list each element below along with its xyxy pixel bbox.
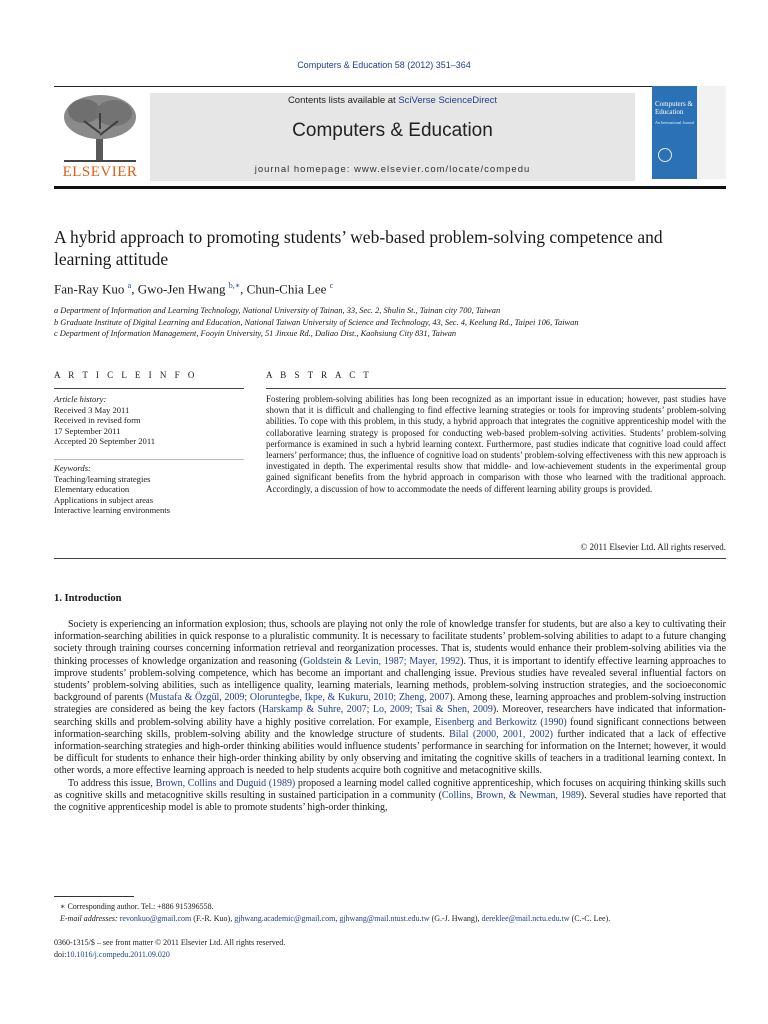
keyword-item: Elementary education (54, 484, 130, 495)
article-info-heading: A R T I C L E I N F O (54, 370, 198, 380)
keywords-label: Keywords: (54, 463, 91, 473)
keyword-item: Interactive learning environments (54, 505, 170, 516)
affiliation-item: b Graduate Institute of Digital Learning and Education, National Taiwan University of Science and Technology, 43, Sec. 4, Keelung Rd., Taipei 106, Taiwan (54, 317, 579, 327)
email-addresses (60, 913, 720, 925)
citation-link[interactable]: Mustafa & Özgül, 2009; Oloruntegbe, Ikpe, & Kukuru, 2010; Zheng, 2007 (149, 692, 450, 704)
citation-link[interactable]: Bilal (2000, 2001, 2002) (449, 728, 553, 740)
author-affiliation-mark[interactable]: c (329, 281, 334, 290)
history-item: Received in revised form (54, 415, 141, 426)
body-text: Society is experiencing an information explosion; thus, schools are playing not only the role of knowledge transfer for students, but are also a key to cultivating their information-searching abilities in quick response to a pluralistic community. It is necessary to facilitate students’ problem-solving abilities to adapt to a future changing society through training courses concerning information retrieval and reorganization processes. That is, students would enhance their problem-solving abilities via the thinking processes of knowledge organization and reasoning ( (54, 619, 726, 667)
body-text: proposed a learning model called cognitive apprenticeship, which focuses on acquiring thinking skills such as cognitive skills and metacognitive skills resulting in sustained participation in a community ( (54, 777, 726, 801)
elsevier-logo (54, 93, 146, 181)
article-title: A hybrid approach to promoting students’ web-based problem-solving competence and learning attitude (54, 227, 663, 269)
affiliation-item: a Department of Information and Learning Technology, National University of Tainan, 33, Sec. 2, Shulin St., Tainan city 700, Taiwan (54, 306, 501, 315)
footnote-rule (54, 896, 134, 897)
citation-link[interactable]: Brown, Collins and Duguid (1989) (155, 777, 296, 789)
cover-panel (652, 86, 697, 179)
email-link[interactable]: gjhwang@mail.ntust.edu.tw (339, 914, 430, 923)
history-label: Article history: (54, 394, 107, 404)
cover-emblem-icon (658, 148, 672, 162)
email-owner: , (335, 914, 340, 923)
homepage-link[interactable]: www.elsevier.com/locate/compedu (354, 164, 531, 175)
body-text: found significant connections between information-searching skills, problem-solving ability and the knowledge structure of students. (54, 716, 726, 740)
footnotes (60, 901, 720, 925)
email-owner: (C.-C. Lee). (569, 914, 611, 923)
citation-link[interactable]: Goldstein & Levin, 1987; Mayer, 1992 (303, 655, 461, 667)
journal-homepage (150, 164, 635, 175)
sciverse-link[interactable]: SciVerse ScienceDirect (398, 95, 498, 106)
keywords-rule (54, 459, 244, 460)
cover-title: Computers & Education (655, 100, 693, 116)
citation-link[interactable]: Harskamp & Suhre, 2007; Lo, 2009; Tsai & Shen, 2009 (262, 704, 493, 716)
journal-title: Computers & Education (292, 120, 493, 141)
email-label: E-mail addresses: (60, 914, 120, 923)
body-text: ). Thus, it is important to identify effective learning approaches to improve students’ problem-solving competence, which has become an important and challenging issue. Previous studies have revealed several influential factors on students’ problem-solving abilities, such as intelligence quality, learning materials, learning methods, problem-solving instruction strategies, and the socioeconomic background of parents ( (54, 655, 726, 704)
doi-line (54, 949, 285, 961)
homepage-prefix: journal homepage: (254, 164, 355, 175)
journal-citation[interactable]: Computers & Education 58 (2012) 351–364 (297, 60, 471, 70)
affiliation-list (54, 305, 734, 340)
introduction-body (54, 619, 726, 814)
abstract-text: Fostering problem-solving abilities has long been recognized as an important issue in education; however, past studies have shown that it is difficult and challenging to find effective learning strategies or tools for improving students’ problem-solving abilities. To cope with this problem, in this study, a hybrid approach that integrates the cognitive apprenticeship model with the collaborative learning strategy is proposed for conducting web-based problem-solving activities. Students’ problem-solving performance is examined in such a hybrid learning context. Furthermore, past studies indicate that cognitive load could affect learners’ performance; thus, the influence of cognitive load on students’ problem-solving effectiveness with this new approach is investigated in depth. The experimental results show that middle- and low-achievement students in the experimental group gained significant benefits from the hybrid approach in comparison with those who learned with the traditional approach. Accordingly, a discussion of how to accommodate the needs of different learning ability groups is provided. (266, 394, 726, 494)
contents-prefix: Contents lists available at (287, 95, 399, 106)
introduction-paragraph (54, 619, 726, 778)
elsevier-wordmark: ELSEVIER (62, 164, 138, 180)
header-bottom-rule (54, 186, 726, 189)
author-name: Fan-Ray Kuo (54, 281, 125, 297)
elsevier-tree-icon (54, 93, 146, 165)
doi-prefix: doi: (54, 950, 67, 959)
citation-link[interactable]: Eisenberg and Berkowitz (1990) (434, 716, 567, 728)
author-name: Chun-Chia Lee (246, 281, 327, 297)
section-heading-introduction: 1. Introduction (54, 593, 122, 604)
article-history (54, 394, 244, 447)
body-text: ). Several studies have reported that the cognitive apprenticeship model is able to promote students’ high-order thinking, (54, 789, 726, 814)
abstract-heading: A B S T R A C T (266, 370, 372, 380)
abstract-bottom-rule (54, 558, 726, 559)
corresponding-author-note: ∗ Corresponding author. Tel.: +886 915396558. (60, 902, 214, 911)
keyword-list (54, 463, 244, 516)
author-name: Gwo-Jen Hwang (137, 281, 226, 297)
journal-cover-thumbnail (652, 86, 726, 179)
author-affiliation-mark[interactable]: a (127, 281, 132, 290)
issn-line: 0360-1315/$ – see front matter © 2011 Elsevier Ltd. All rights reserved. (54, 938, 286, 947)
author-list: Fan-Ray Kuo $^a$, Gwo-Jen Hwang $^{b,∗}$, Chun-Chia Lee $^c$ (54, 281, 334, 297)
history-item: Received 3 May 2011 (54, 404, 130, 415)
journal-masthead (150, 93, 635, 181)
article-info-rule (54, 388, 244, 389)
citation-link[interactable]: Collins, Brown, & Newman, 1989 (441, 789, 581, 801)
history-item: 17 September 2011 (54, 425, 121, 436)
body-text: ). Among these, learning approaches and problem-solving instruction strategies are considered as being the key factors ( (54, 692, 726, 716)
body-text: To address this issue, (68, 777, 156, 789)
abstract-rule (266, 388, 726, 389)
email-link[interactable]: revonkuo@gmail.com (119, 914, 192, 923)
email-owner: (F.-R. Kuo), (191, 914, 235, 923)
email-link[interactable]: gjhwang.academic@gmail.com (234, 914, 336, 923)
history-item: Accepted 20 September 2011 (54, 436, 156, 447)
abstract-copyright: © 2011 Elsevier Ltd. All rights reserved. (580, 542, 726, 552)
affiliation-item: c Department of Information Management, Fooyin University, 51 Jinxue Rd., Daliao Dist., Kaohsiung City 831, Taiwan (54, 329, 457, 338)
email-link[interactable]: dereklee@mail.nctu.edu.tw (481, 914, 570, 923)
keyword-item: Applications in subject areas (54, 494, 154, 505)
body-text: further indicated that a lack of effective information-searching strategies and high-order thinking abilities would influence students’ performance in searching for information on the Internet; however, it would be difficult for students to enhance their high-order thinking ability by only observing and imitating the cognitive skills of teachers in a traditional learning context. In other words, a more effective learning approach is needed to help students acquire both cognitive and metacognitive skills. (54, 728, 726, 777)
introduction-paragraph (54, 778, 726, 815)
body-text: ). Moreover, researchers have indicated that information-searching skills and problem-solving ability have a highly positive correlation. For example, (54, 704, 726, 728)
keyword-item: Teaching/learning strategies (54, 473, 151, 484)
author-affiliation-mark[interactable]: b,∗ (228, 281, 241, 290)
page-footer (54, 937, 285, 961)
contents-line (150, 95, 635, 106)
header-top-rule (54, 86, 726, 87)
cover-subtitle: An International Journal (655, 120, 695, 125)
doi-link[interactable]: 10.1016/j.compedu.2011.09.020 (66, 950, 170, 959)
email-owner: (G.-J. Hwang), (429, 914, 482, 923)
